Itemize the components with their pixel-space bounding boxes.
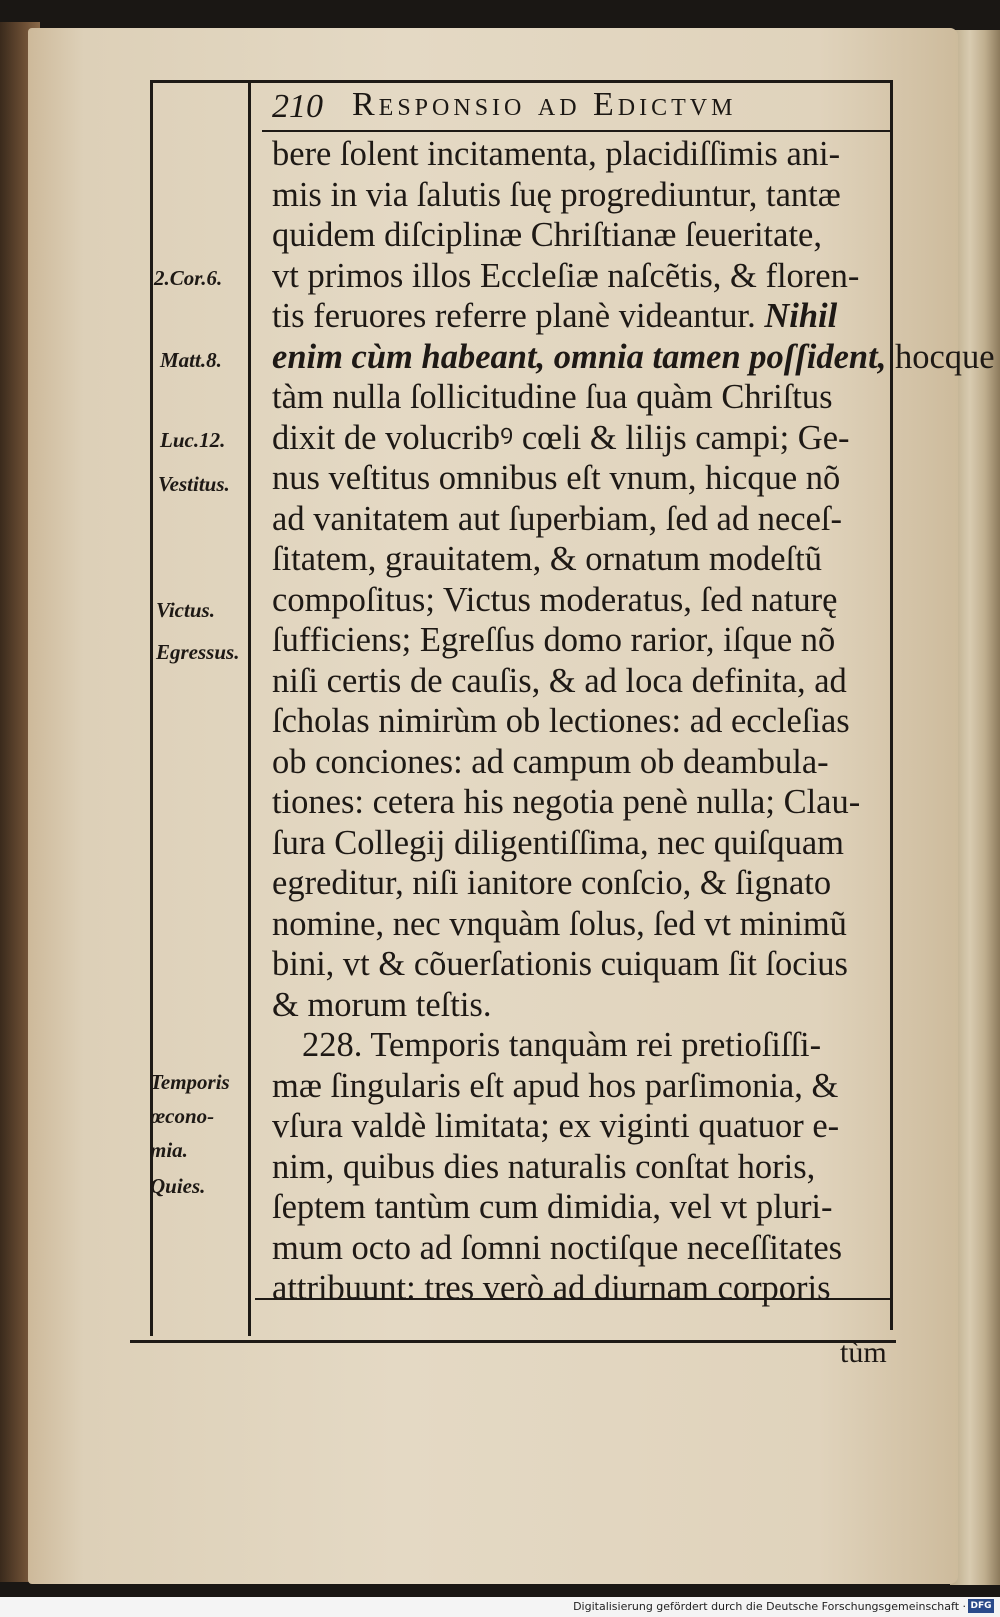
text-line: egreditur, niſi ianitore conſcio, & ſignato <box>272 864 832 902</box>
bottom-rule <box>130 1340 896 1343</box>
text-line: vſura valdè limitata; ex viginti quatuor e- <box>272 1107 840 1145</box>
margin-right-rule <box>248 80 251 1336</box>
text-line: tàm nulla ſollicitudine ſua quàm Chriſtus <box>272 378 833 416</box>
text-line: bini, vt & cõuerſationis cuiquam ſit ſocius <box>272 945 848 983</box>
text-line: dixit de volucribꝰ cœli & lilijs campi; Ge- <box>272 418 850 457</box>
text-line: niſi certis de cauſis, & ad loca definita, ad <box>272 661 847 700</box>
catchword: tùm <box>840 1336 887 1369</box>
italic-fragment: enim cùm habeant, omnia tamen poſſident, <box>272 337 887 376</box>
margin-note-victus: Victus. <box>156 598 215 622</box>
text-line: ad vanitatem aut ſuperbiam, ſed ad neceſ- <box>272 499 842 538</box>
margin-note-mia: mia. <box>150 1138 188 1162</box>
page-number: 210 <box>272 88 323 125</box>
margin-note-cor: 2.Cor.6. <box>154 266 223 290</box>
text-line: ſcholas nimirùm ob lectiones: ad eccleſias <box>272 702 850 740</box>
text-line: tiones: cetera his negotia penè nulla; Clau- <box>272 783 861 821</box>
text-fragment: hocque <box>894 337 995 376</box>
dfg-logo: DFG <box>968 1599 994 1613</box>
text-line: mum octo ad ſomni noctiſque neceſſitates <box>272 1228 843 1267</box>
text-line-6 <box>272 337 995 378</box>
text-line: ſeptem tantùm cum dimidia, vel vt pluri- <box>272 1188 833 1226</box>
text-line-5 <box>272 296 912 337</box>
margin-note-quies: Quies. <box>150 1174 206 1198</box>
margin-note-vestitus: Vestitus. <box>158 472 230 496</box>
text-line: nomine, nec vnquàm ſolus, ſed vt minimũ <box>272 904 847 943</box>
margin-note-matt: Matt.8. <box>160 348 222 372</box>
text-line: ſufficiens; Egreſſus domo rarior, iſque nõ <box>272 621 836 659</box>
running-title: Responsio ad Edictvm <box>352 86 737 123</box>
text-fragment: tis feruores referre planè videantur. <box>272 297 756 335</box>
text-line: bere ſolent incitamenta, placidiſſimis ani- <box>272 135 841 173</box>
text-line: mis in via ſalutis ſuę progrediuntur, tantæ <box>272 175 841 214</box>
text-line: ſitatem, grauitatem, & ornatum modeſtũ <box>272 540 822 578</box>
text-line: & morum teſtis. <box>272 985 492 1024</box>
text-line: attribuunt: tres verò ad diurnam corporis <box>272 1269 831 1307</box>
running-header <box>272 84 912 132</box>
margin-note-oecono: œcono- <box>150 1104 215 1128</box>
top-rule <box>150 80 890 83</box>
text-line: vt primos illos Eccleſiæ naſcẽtis, & floren- <box>272 256 860 295</box>
text-line: nim, quibus dies naturalis conſtat horis, <box>272 1147 816 1186</box>
margin-note-egressus: Egressus. <box>156 640 240 664</box>
margin-note-temporis: Temporis <box>150 1070 230 1094</box>
margin-note-luc: Luc.12. <box>160 428 226 452</box>
italic-fragment: Nihil <box>764 297 838 335</box>
footer-credit: Digitalisierung gefördert durch die Deutsche Forschungsgemeinschaft · <box>573 1600 966 1613</box>
text-line: ſura Collegij diligentiſſima, nec quiſquam <box>272 823 845 862</box>
text-line: quidem diſciplinæ Chriſtianæ ſeueritate, <box>272 216 822 254</box>
text-line: 228. Temporis tanquàm rei pretioſiſſi- <box>302 1026 822 1064</box>
text-line: ob conciones: ad campum ob deambula- <box>272 742 829 781</box>
text-line: nus veſtitus omnibus eſt vnum, hicque nõ <box>272 459 841 497</box>
text-line: mæ ſingularis eſt apud hos parſimonia, & <box>272 1066 839 1105</box>
text-line: compoſitus; Victus moderatus, ſed naturę <box>272 580 838 619</box>
body-text <box>272 134 995 1309</box>
